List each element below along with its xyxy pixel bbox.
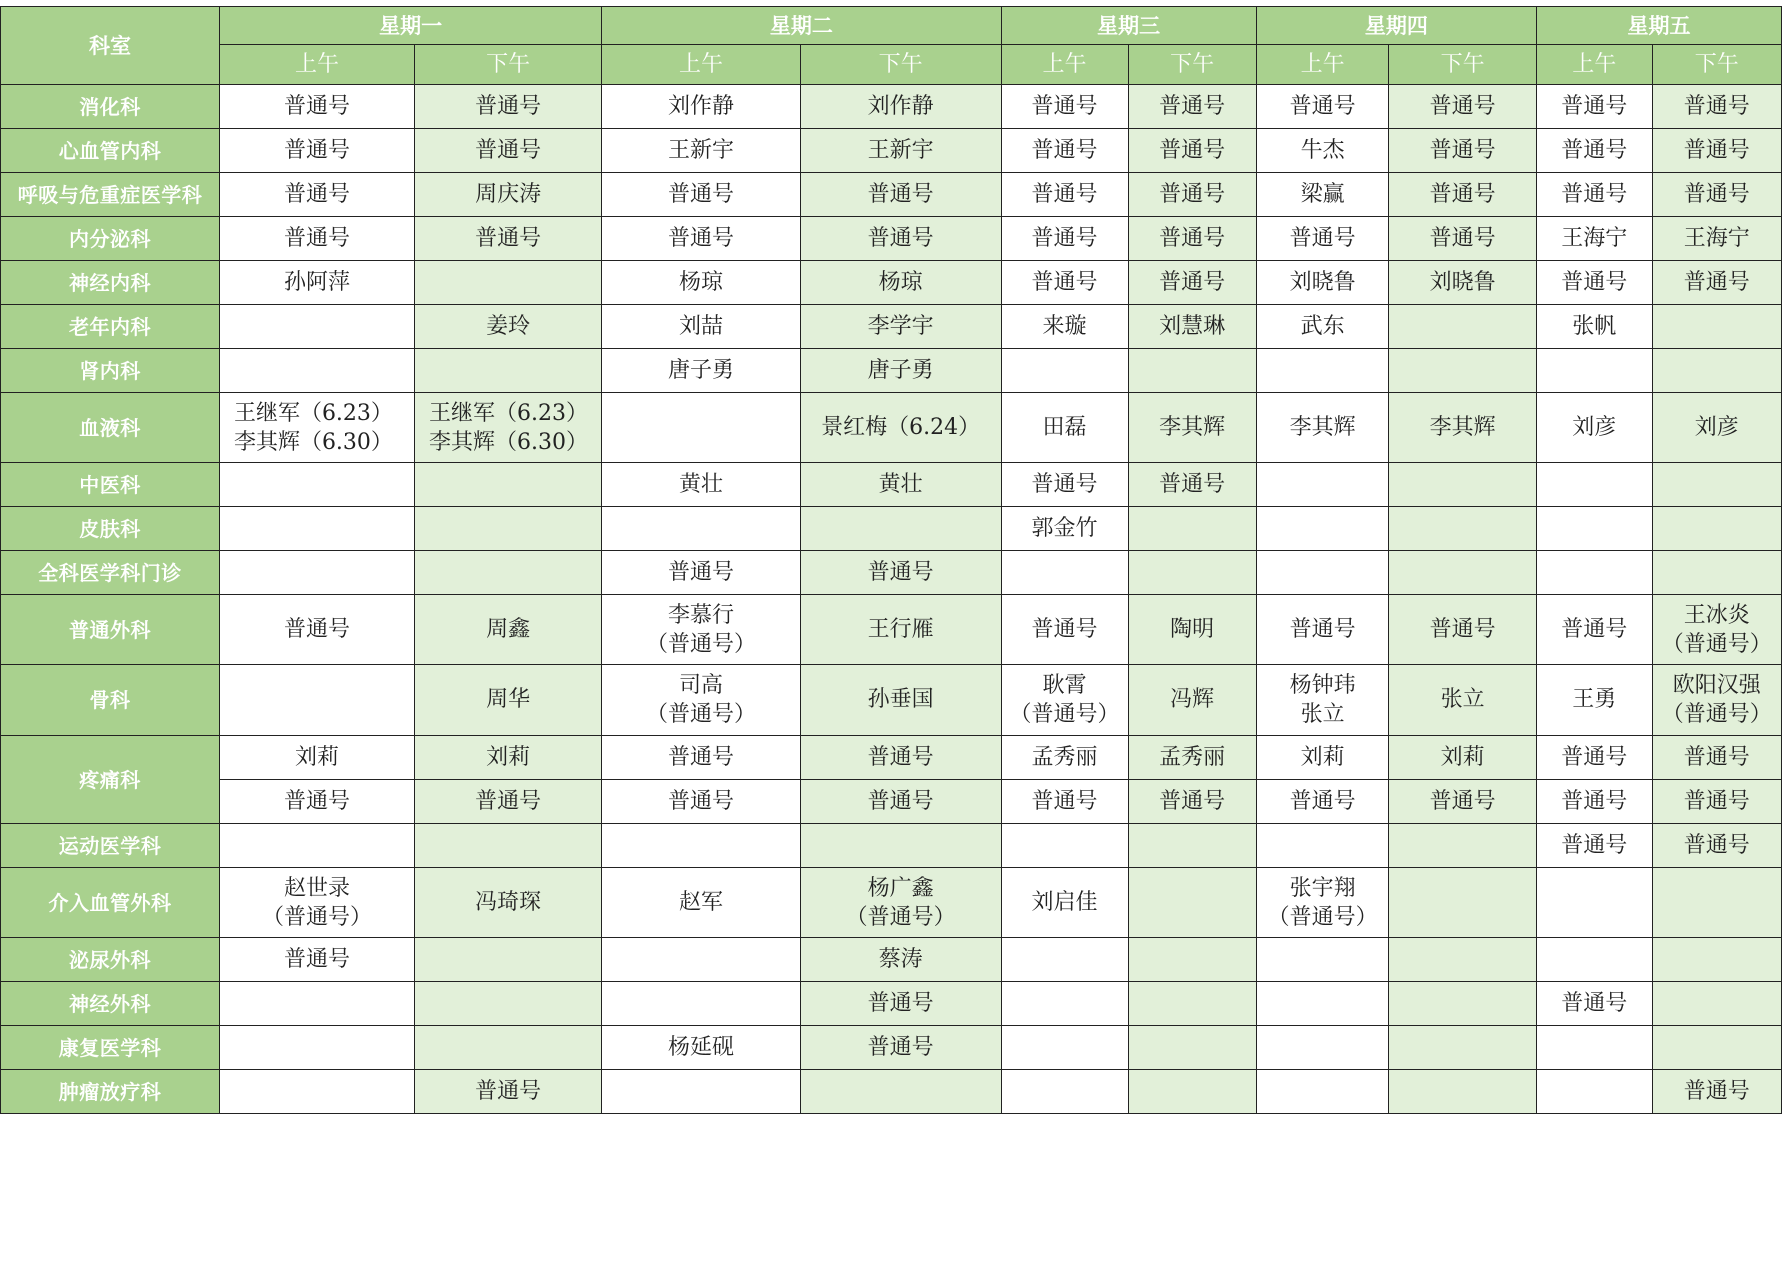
schedule-cell — [1256, 1026, 1389, 1070]
schedule-cell — [1128, 551, 1256, 595]
schedule-cell: 郭金竹 — [1001, 507, 1128, 551]
schedule-cell: 普通号 — [219, 217, 414, 261]
pm-header: 下午 — [1128, 45, 1256, 85]
schedule-cell: 普通号 — [1652, 736, 1781, 780]
table-row — [1, 393, 1782, 463]
schedule-cell: 普通号 — [1536, 780, 1652, 824]
table-row — [1, 261, 1782, 305]
schedule-cell: 普通号 — [1389, 780, 1536, 824]
am-header: 上午 — [219, 45, 414, 85]
schedule-cell: 普通号 — [1536, 173, 1652, 217]
schedule-cell: 孙阿萍 — [219, 261, 414, 305]
schedule-cell: 普通号 — [1128, 780, 1256, 824]
schedule-cell: 孟秀丽 — [1128, 736, 1256, 780]
schedule-cell: 李学宇 — [800, 305, 1001, 349]
schedule-cell — [219, 665, 414, 736]
schedule-cell: 普通号 — [1389, 85, 1536, 129]
schedule-cell — [1389, 824, 1536, 868]
schedule-cell: 普通号 — [602, 736, 801, 780]
table-row — [1, 824, 1782, 868]
schedule-cell — [219, 1026, 414, 1070]
table-row — [1, 217, 1782, 261]
schedule-cell: 周庆涛 — [415, 173, 602, 217]
department-name: 肿瘤放疗科 — [1, 1070, 220, 1114]
schedule-cell: 普通号 — [1536, 736, 1652, 780]
schedule-cell: 普通号 — [1001, 217, 1128, 261]
schedule-cell: 普通号 — [1001, 463, 1128, 507]
schedule-cell: 普通号 — [1389, 217, 1536, 261]
department-name: 中医科 — [1, 463, 220, 507]
schedule-cell: 普通号 — [1001, 85, 1128, 129]
schedule-cell — [602, 1070, 801, 1114]
schedule-cell: 普通号 — [1001, 173, 1128, 217]
schedule-cell — [1001, 824, 1128, 868]
schedule-cell: 普通号 — [1128, 261, 1256, 305]
schedule-cell — [1001, 1070, 1128, 1114]
schedule-cell — [1652, 982, 1781, 1026]
table-body — [1, 85, 1782, 1114]
schedule-cell — [602, 938, 801, 982]
schedule-cell — [219, 824, 414, 868]
schedule-cell — [1256, 824, 1389, 868]
table-row — [1, 349, 1782, 393]
department-name: 骨科 — [1, 665, 220, 736]
table-row — [1, 736, 1782, 780]
schedule-cell: 王海宁 — [1536, 217, 1652, 261]
department-name: 疼痛科 — [1, 736, 220, 824]
department-name: 神经内科 — [1, 261, 220, 305]
schedule-cell — [1001, 349, 1128, 393]
schedule-cell: 普通号 — [1536, 595, 1652, 665]
schedule-cell: 普通号 — [219, 595, 414, 665]
schedule-cell — [1001, 982, 1128, 1026]
schedule-cell: 普通号 — [1128, 173, 1256, 217]
schedule-cell: 普通号 — [602, 217, 801, 261]
schedule-cell — [1536, 1070, 1652, 1114]
schedule-cell: 梁赢 — [1256, 173, 1389, 217]
schedule-cell: 张立 — [1389, 665, 1536, 736]
schedule-cell: 田磊 — [1001, 393, 1128, 463]
table-row — [1, 868, 1782, 938]
schedule-cell — [415, 982, 602, 1026]
schedule-cell: 周华 — [415, 665, 602, 736]
schedule-cell: 普通号 — [1652, 129, 1781, 173]
schedule-cell: 杨琼 — [602, 261, 801, 305]
schedule-cell — [1001, 1026, 1128, 1070]
schedule-cell — [415, 349, 602, 393]
schedule-cell: 普通号 — [1652, 824, 1781, 868]
schedule-cell: 冯琦琛 — [415, 868, 602, 938]
schedule-cell — [1536, 1026, 1652, 1070]
schedule-cell: 普通号 — [1389, 173, 1536, 217]
table-row — [1, 982, 1782, 1026]
schedule-cell — [1256, 1070, 1389, 1114]
schedule-cell: 刘莉 — [1389, 736, 1536, 780]
schedule-cell — [1389, 1026, 1536, 1070]
schedule-cell — [219, 551, 414, 595]
schedule-cell: 孟秀丽 — [1001, 736, 1128, 780]
schedule-cell — [1652, 1026, 1781, 1070]
table-row — [1, 1070, 1782, 1114]
schedule-cell: 普通号 — [219, 173, 414, 217]
schedule-cell — [1389, 463, 1536, 507]
schedule-cell — [219, 982, 414, 1026]
schedule-cell: 刘晓鲁 — [1389, 261, 1536, 305]
table-row — [1, 305, 1782, 349]
schedule-cell — [1536, 463, 1652, 507]
schedule-cell: 普通号 — [415, 85, 602, 129]
schedule-cell: 普通号 — [219, 780, 414, 824]
schedule-cell: 刘喆 — [602, 305, 801, 349]
schedule-cell: 王海宁 — [1652, 217, 1781, 261]
schedule-cell — [415, 551, 602, 595]
schedule-cell — [1389, 1070, 1536, 1114]
pm-header: 下午 — [1652, 45, 1781, 85]
schedule-cell — [1256, 551, 1389, 595]
department-name: 消化科 — [1, 85, 220, 129]
department-name: 泌尿外科 — [1, 938, 220, 982]
schedule-cell — [1652, 305, 1781, 349]
schedule-cell — [800, 507, 1001, 551]
department-name: 皮肤科 — [1, 507, 220, 551]
am-header: 上午 — [1536, 45, 1652, 85]
schedule-cell — [602, 393, 801, 463]
schedule-cell — [800, 1070, 1001, 1114]
table-row — [1, 463, 1782, 507]
schedule-cell: 普通号 — [1536, 261, 1652, 305]
schedule-cell: 普通号 — [800, 1026, 1001, 1070]
day-header: 星期三 — [1001, 7, 1256, 45]
schedule-cell: 普通号 — [1536, 85, 1652, 129]
schedule-cell: 普通号 — [1001, 129, 1128, 173]
department-name: 运动医学科 — [1, 824, 220, 868]
schedule-cell — [1389, 938, 1536, 982]
schedule-cell: 普通号 — [800, 736, 1001, 780]
schedule-cell: 张帆 — [1536, 305, 1652, 349]
table-row — [1, 507, 1782, 551]
schedule-cell: 王继军（6.23） 李其辉（6.30） — [415, 393, 602, 463]
schedule-cell — [1389, 507, 1536, 551]
schedule-cell: 孙垂国 — [800, 665, 1001, 736]
am-header: 上午 — [602, 45, 801, 85]
table-row — [1, 938, 1782, 982]
schedule-cell: 赵军 — [602, 868, 801, 938]
schedule-cell: 普通号 — [1389, 129, 1536, 173]
schedule-cell: 景红梅（6.24） — [800, 393, 1001, 463]
schedule-cell — [415, 1026, 602, 1070]
schedule-cell: 普通号 — [1652, 261, 1781, 305]
schedule-cell: 冯辉 — [1128, 665, 1256, 736]
schedule-cell — [1389, 982, 1536, 1026]
schedule-cell: 刘作静 — [800, 85, 1001, 129]
schedule-cell — [1536, 507, 1652, 551]
schedule-cell — [1128, 868, 1256, 938]
schedule-cell — [1536, 938, 1652, 982]
schedule-cell: 普通号 — [415, 1070, 602, 1114]
schedule-cell: 李其辉 — [1256, 393, 1389, 463]
schedule-cell: 王新宇 — [602, 129, 801, 173]
schedule-cell — [1389, 868, 1536, 938]
schedule-cell: 黄壮 — [602, 463, 801, 507]
schedule-cell — [1652, 507, 1781, 551]
schedule-cell: 普通号 — [1001, 780, 1128, 824]
schedule-cell: 黄壮 — [800, 463, 1001, 507]
schedule-cell: 普通号 — [1256, 85, 1389, 129]
schedule-cell: 普通号 — [1001, 595, 1128, 665]
department-name: 神经外科 — [1, 982, 220, 1026]
schedule-cell — [1389, 551, 1536, 595]
schedule-cell: 刘莉 — [219, 736, 414, 780]
department-name: 心血管内科 — [1, 129, 220, 173]
department-name: 呼吸与危重症医学科 — [1, 173, 220, 217]
schedule-cell: 刘彦 — [1536, 393, 1652, 463]
schedule-cell: 刘作静 — [602, 85, 801, 129]
schedule-cell: 唐子勇 — [602, 349, 801, 393]
schedule-cell — [219, 507, 414, 551]
schedule-cell — [800, 824, 1001, 868]
schedule-cell — [1536, 551, 1652, 595]
schedule-cell — [1001, 938, 1128, 982]
schedule-cell: 陶明 — [1128, 595, 1256, 665]
schedule-cell: 武东 — [1256, 305, 1389, 349]
schedule-cell: 刘莉 — [1256, 736, 1389, 780]
schedule-cell — [1256, 982, 1389, 1026]
day-header: 星期二 — [602, 7, 1001, 45]
schedule-cell: 杨琼 — [800, 261, 1001, 305]
schedule-cell: 普通号 — [1256, 780, 1389, 824]
schedule-cell: 杨广鑫 （普通号） — [800, 868, 1001, 938]
department-name: 肾内科 — [1, 349, 220, 393]
schedule-cell: 刘慧琳 — [1128, 305, 1256, 349]
schedule-cell — [1652, 938, 1781, 982]
schedule-cell: 耿霄 （普通号） — [1001, 665, 1128, 736]
schedule-cell: 张宇翔 （普通号） — [1256, 868, 1389, 938]
day-header: 星期五 — [1536, 7, 1781, 45]
department-name: 全科医学科门诊 — [1, 551, 220, 595]
schedule-cell: 周鑫 — [415, 595, 602, 665]
schedule-cell: 李慕行 （普通号） — [602, 595, 801, 665]
schedule-cell — [219, 305, 414, 349]
schedule-cell: 刘晓鲁 — [1256, 261, 1389, 305]
table-row — [1, 665, 1782, 736]
schedule-cell: 李其辉 — [1389, 393, 1536, 463]
schedule-cell — [1128, 1070, 1256, 1114]
schedule-cell: 赵世录 （普通号） — [219, 868, 414, 938]
schedule-cell — [602, 982, 801, 1026]
schedule-cell: 普通号 — [800, 780, 1001, 824]
schedule-cell — [1128, 1026, 1256, 1070]
table-row — [1, 85, 1782, 129]
schedule-cell: 普通号 — [415, 129, 602, 173]
schedule-cell — [415, 507, 602, 551]
schedule-cell: 杨延砚 — [602, 1026, 801, 1070]
table-row — [1, 129, 1782, 173]
schedule-cell: 普通号 — [1652, 85, 1781, 129]
schedule-cell: 普通号 — [1652, 1070, 1781, 1114]
schedule-cell — [1652, 463, 1781, 507]
schedule-cell: 欧阳汉强 （普通号） — [1652, 665, 1781, 736]
schedule-cell: 普通号 — [1256, 217, 1389, 261]
table-row — [1, 173, 1782, 217]
day-header: 星期一 — [219, 7, 601, 45]
schedule-cell — [602, 824, 801, 868]
schedule-cell: 王继军（6.23） 李其辉（6.30） — [219, 393, 414, 463]
department-name: 介入血管外科 — [1, 868, 220, 938]
schedule-cell: 刘启佳 — [1001, 868, 1128, 938]
department-name: 普通外科 — [1, 595, 220, 665]
schedule-cell: 普通号 — [1001, 261, 1128, 305]
schedule-cell: 普通号 — [800, 173, 1001, 217]
schedule-cell: 普通号 — [1128, 463, 1256, 507]
schedule-cell — [1536, 349, 1652, 393]
table-row — [1, 551, 1782, 595]
schedule-cell: 刘彦 — [1652, 393, 1781, 463]
schedule-cell: 普通号 — [800, 217, 1001, 261]
schedule-cell: 普通号 — [1389, 595, 1536, 665]
pm-header: 下午 — [1389, 45, 1536, 85]
schedule-cell: 普通号 — [1256, 595, 1389, 665]
schedule-cell: 唐子勇 — [800, 349, 1001, 393]
schedule-cell — [1652, 868, 1781, 938]
schedule-table — [0, 6, 1782, 1114]
department-name: 内分泌科 — [1, 217, 220, 261]
schedule-cell: 普通号 — [1128, 129, 1256, 173]
schedule-cell: 普通号 — [800, 551, 1001, 595]
schedule-cell: 普通号 — [219, 938, 414, 982]
schedule-cell: 普通号 — [1128, 217, 1256, 261]
schedule-cell — [219, 463, 414, 507]
schedule-cell: 李其辉 — [1128, 393, 1256, 463]
schedule-cell — [1256, 507, 1389, 551]
day-header: 星期四 — [1256, 7, 1536, 45]
schedule-cell — [1128, 982, 1256, 1026]
table-row — [1, 595, 1782, 665]
schedule-cell: 普通号 — [602, 173, 801, 217]
table-row — [1, 780, 1782, 824]
schedule-cell — [1256, 463, 1389, 507]
schedule-cell: 普通号 — [1536, 824, 1652, 868]
table-header — [1, 7, 1782, 85]
schedule-cell — [1652, 349, 1781, 393]
schedule-cell — [415, 938, 602, 982]
schedule-cell: 司高 （普通号） — [602, 665, 801, 736]
schedule-cell: 普通号 — [415, 217, 602, 261]
department-name: 血液科 — [1, 393, 220, 463]
schedule-cell: 普通号 — [1536, 129, 1652, 173]
schedule-cell — [1128, 938, 1256, 982]
schedule-cell — [1128, 507, 1256, 551]
schedule-cell: 普通号 — [1536, 982, 1652, 1026]
schedule-cell — [415, 463, 602, 507]
schedule-cell — [415, 261, 602, 305]
schedule-cell: 普通号 — [800, 982, 1001, 1026]
schedule-cell: 普通号 — [602, 551, 801, 595]
am-header: 上午 — [1256, 45, 1389, 85]
schedule-cell — [219, 1070, 414, 1114]
schedule-cell — [1536, 868, 1652, 938]
schedule-cell: 王新宇 — [800, 129, 1001, 173]
department-header: 科室 — [1, 7, 220, 85]
table-row — [1, 1026, 1782, 1070]
schedule-cell — [1389, 349, 1536, 393]
schedule-cell — [602, 507, 801, 551]
schedule-cell: 普通号 — [219, 129, 414, 173]
schedule-cell — [1256, 938, 1389, 982]
schedule-cell: 杨钟玮 张立 — [1256, 665, 1389, 736]
schedule-cell — [415, 824, 602, 868]
department-name: 老年内科 — [1, 305, 220, 349]
schedule-cell: 普通号 — [602, 780, 801, 824]
schedule-cell: 普通号 — [1652, 780, 1781, 824]
schedule-cell: 牛杰 — [1256, 129, 1389, 173]
schedule-cell — [1652, 551, 1781, 595]
schedule-cell — [1128, 824, 1256, 868]
schedule-cell: 刘莉 — [415, 736, 602, 780]
schedule-cell: 蔡涛 — [800, 938, 1001, 982]
schedule-cell: 王冰炎 （普通号） — [1652, 595, 1781, 665]
am-header: 上午 — [1001, 45, 1128, 85]
schedule-cell: 普通号 — [1652, 173, 1781, 217]
schedule-cell — [1128, 349, 1256, 393]
schedule-cell — [219, 349, 414, 393]
schedule-cell — [1256, 349, 1389, 393]
schedule-cell: 来璇 — [1001, 305, 1128, 349]
schedule-cell: 王勇 — [1536, 665, 1652, 736]
schedule-cell: 王行雁 — [800, 595, 1001, 665]
schedule-cell: 普通号 — [1128, 85, 1256, 129]
pm-header: 下午 — [415, 45, 602, 85]
schedule-cell: 姜玲 — [415, 305, 602, 349]
schedule-cell — [1001, 551, 1128, 595]
schedule-cell — [1389, 305, 1536, 349]
schedule-cell: 普通号 — [415, 780, 602, 824]
schedule-cell: 普通号 — [219, 85, 414, 129]
department-name: 康复医学科 — [1, 1026, 220, 1070]
pm-header: 下午 — [800, 45, 1001, 85]
